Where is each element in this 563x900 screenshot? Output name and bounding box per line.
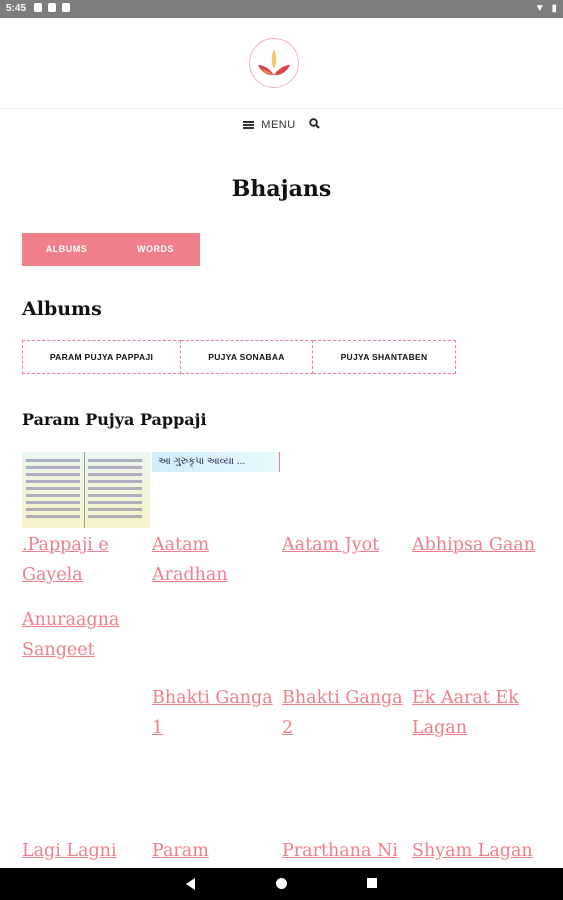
- content-tabs: [22, 233, 200, 266]
- album-link[interactable]: Bhakti Ganga 2: [282, 688, 403, 738]
- album-link[interactable]: Shyam Lagan: [412, 841, 533, 861]
- albums-heading: Albums: [22, 298, 102, 320]
- album-thumbnail[interactable]: [152, 452, 280, 472]
- album-thumbnail[interactable]: [22, 452, 150, 528]
- site-logo[interactable]: [249, 38, 299, 88]
- wifi-icon: ▼: [534, 3, 545, 14]
- status-bar: [0, 0, 563, 18]
- album-link[interactable]: Lagi Lagni: [22, 841, 117, 861]
- param-pujya-pappaji-heading: Param Pujya Pappaji: [22, 410, 207, 429]
- back-icon[interactable]: [186, 878, 195, 890]
- menu-label: MENU: [261, 118, 296, 131]
- hamburger-icon: [243, 121, 254, 129]
- system-nav-bar: [0, 868, 563, 900]
- home-icon[interactable]: [276, 878, 287, 889]
- album-tab-pujya-shantaben[interactable]: PUJYA SHANTABEN: [313, 340, 456, 374]
- album-link[interactable]: Prarthana Ni: [282, 841, 398, 861]
- album-link[interactable]: Abhipsa Gaan: [412, 535, 536, 555]
- album-link[interactable]: Bhakti Ganga 1: [152, 688, 273, 738]
- system-icons: [531, 3, 557, 14]
- album-tab-param-pujya-pappaji[interactable]: PARAM PUJYA PAPPAJI: [22, 340, 181, 374]
- album-link[interactable]: Param: [152, 841, 209, 861]
- search-icon[interactable]: [309, 118, 320, 132]
- status-time: 5:45: [6, 3, 27, 14]
- notification-icon: [62, 3, 70, 12]
- albums-nav: [22, 340, 456, 374]
- notification-icons: [34, 3, 73, 15]
- album-link[interactable]: .Pappaji e Gayela: [22, 535, 109, 585]
- notification-icon: [34, 3, 42, 12]
- thumbnail-caption: આ ગુરુકૃપા આવ્યા ...: [158, 456, 246, 467]
- album-tab-pujya-sonabaa[interactable]: PUJYA SONABAA: [181, 340, 313, 374]
- site-header: [0, 18, 563, 109]
- notification-icon: [48, 3, 56, 12]
- lamp-icon: [250, 39, 298, 87]
- recent-apps-icon[interactable]: [367, 878, 377, 888]
- battery-icon: ▮: [551, 3, 557, 14]
- main-navigation: [0, 118, 563, 138]
- album-link[interactable]: Anuraagna Sangeet: [22, 610, 120, 660]
- album-link[interactable]: Ek Aarat Ek Lagan: [412, 688, 519, 738]
- album-link[interactable]: Aatam Aradhan: [152, 535, 228, 585]
- tab-words[interactable]: WORDS: [137, 244, 174, 254]
- page-title: Bhajans: [231, 176, 332, 202]
- menu-button[interactable]: [243, 119, 296, 131]
- tab-albums[interactable]: ALBUMS: [45, 244, 88, 254]
- album-link[interactable]: Aatam Jyot: [282, 535, 380, 555]
